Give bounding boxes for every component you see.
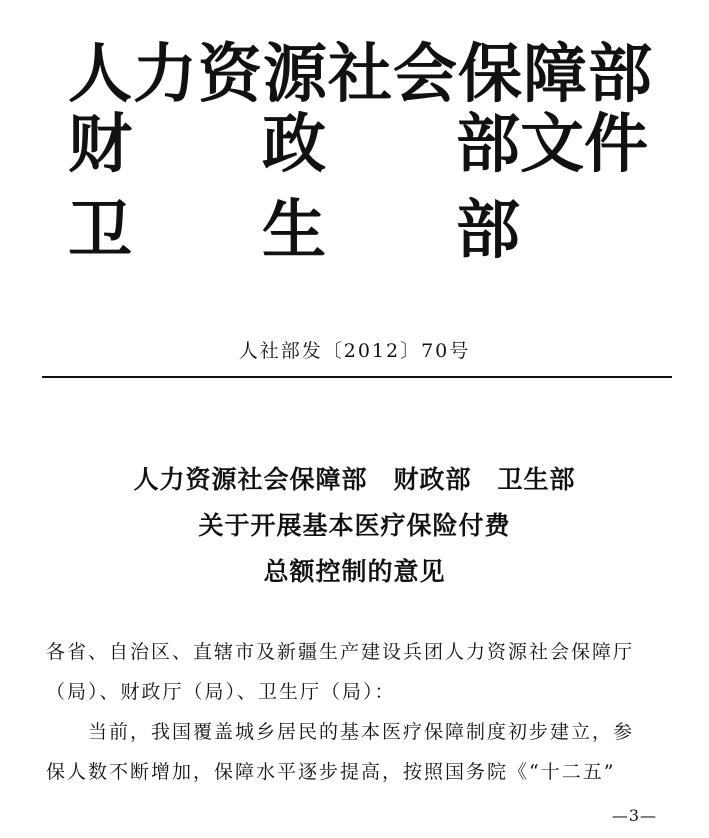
header-divider: [42, 376, 672, 378]
issuer-row2-col3: 部: [456, 107, 520, 182]
issuer-row2-col4: 文件: [520, 107, 648, 182]
document-number: 人社部发〔2012〕70号: [238, 340, 471, 362]
issuer-row3-col2: 生: [262, 193, 326, 268]
addressee-line-1: 各省、自治区、直辖市及新疆生产建设兵团人力资源社会保障厅: [46, 641, 635, 663]
title-line-1: 人力资源社会保障部 财政部 卫生部: [133, 465, 576, 494]
issuer-line-1: 人力资源社会保障部: [68, 37, 653, 112]
title-line-2: 关于开展基本医疗保险付费: [198, 511, 511, 540]
addressee-line-2: （局）、财政厅（局）、卫生厅（局）：: [46, 681, 396, 703]
page-number: —3—: [611, 806, 657, 825]
paragraph-line-1: 当前，我国覆盖城乡居民的基本医疗保障制度初步建立，参: [88, 721, 635, 743]
issuer-row2-col1: 财: [68, 107, 132, 182]
issuer-row3-col3: 部: [456, 193, 520, 268]
issuer-block: [68, 107, 668, 290]
paragraph-line-2: 保人数不断增加，保障水平逐步提高，按照国务院《“十二五”: [46, 761, 616, 783]
title-line-3: 总额控制的意见: [263, 557, 446, 586]
issuer-row2-col2: 政: [262, 107, 326, 182]
issuer-row3-col1: 卫: [68, 193, 132, 268]
